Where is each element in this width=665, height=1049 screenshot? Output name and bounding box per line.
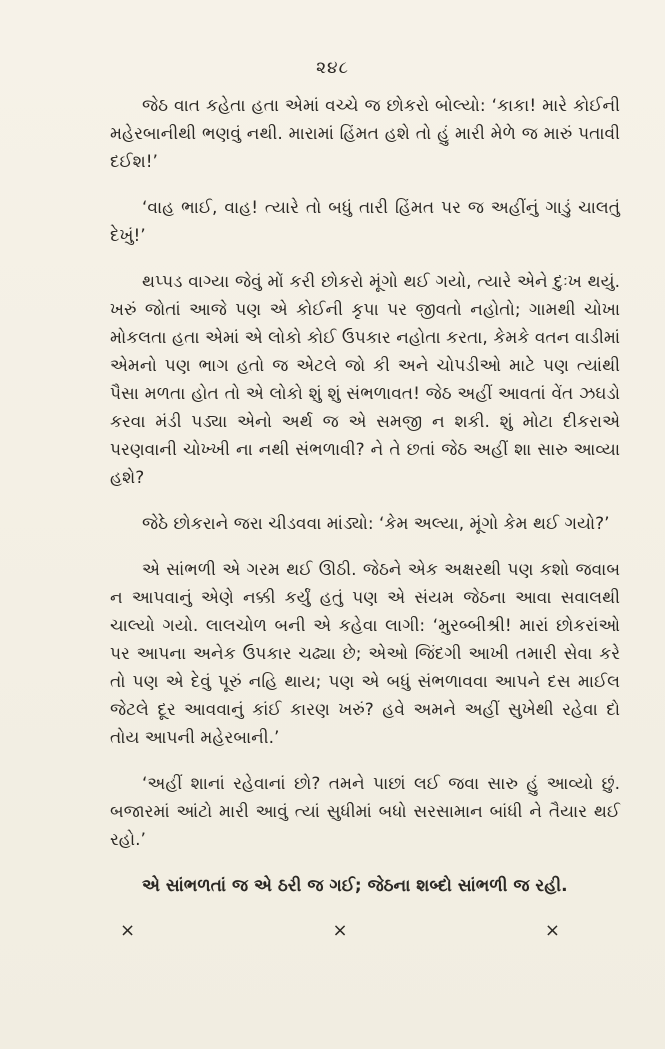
body-text <box>110 92 620 918</box>
separator-mark: × <box>544 920 560 941</box>
paragraph: જેઠ વાત કહેતા હતા એમાં વચ્ચે જ છોકરો બોલ્યો: ‘કાકા! મારે કોઈની મહેરબાનીથી ભણવું નથી. મારામાં હિંમત હશે તો હું મારી મેળે જ મારું પતાવી દઈશ!’ <box>110 96 620 172</box>
paragraph: એ સાંભળતાં જ એ ઠરી જ ગઈ; જેઠના શબ્દો સાંભળી જ રહી. <box>142 876 568 896</box>
section-separator <box>120 920 560 941</box>
paragraph: થપ્પડ વાગ્યા જેવું મોં કરી છોકરો મૂંગો થઈ ગયો, ત્યારે એને દુઃખ થયું. ખરું જોતાં આજે પણ એ કોઈની કૃપા પર જીવતો નહોતો; ગામથી ચોખા મોકલતા હતા એમાં એ લોકો કોઈ ઉપકાર નહોતા કરતા, કેમકે વતન વાડીમાં એમનો પણ ભાગ હતો જ એટલે જો કી અને ચોપડીઓ માટે પણ ત્યાંથી પૈસા મળતા હોત તો એ લોકો શું શું સંભળાવત! જેઠ અહીં આવતાં વેંત ઝઘડો કરવા મંડી પડ્યા એનો અર્થ જ એ સમજી ન શકી. શું મોટા દીકરાએ પરણવાની ચોખ્ખી ના નથી સંભળાવી? ને તે છતાં જેઠ અહીં શા સારુ આવ્યા હશે? <box>110 272 620 488</box>
separator-mark: × <box>332 920 348 941</box>
paragraph: ‘વાહ ભાઈ, વાહ! ત્યારે તો બધું તારી હિંમત પર જ અહીંનું ગાડું ચાલતું દેખું!’ <box>110 198 620 246</box>
page-number: ૨૪૮ <box>316 58 349 78</box>
separator-mark: × <box>120 920 136 941</box>
paragraph: જેઠે છોકરાને જરા ચીડવવા માંડ્યો: ‘કેમ અલ્યા, મૂંગો કેમ થઈ ગયો?’ <box>142 514 610 534</box>
paragraph: ‘અહીં શાનાં રહેવાનાં છો? તમને પાછાં લઈ જવા સારુ હું આવ્યો છું. બજારમાં આંટો મારી આવું ત્યાં સુધીમાં બધો સરસામાન બાંધી ને તૈયાર થઈ રહો.’ <box>110 774 620 850</box>
paragraph: એ સાંભળી એ ગરમ થઈ ઊઠી. જેઠને એક અક્ષરથી પણ કશો જવાબ ન આપવાનું એણે નક્કી કર્યું હતું પણ એ સંયમ જેઠના આવા સવાલથી ચાલ્યો ગયો. લાલચોળ બની એ કહેવા લાગી: ‘મુરબ્બીશ્રી! મારાં છોકરાંઓ પર આપના અનેક ઉપકાર ચઢ્યા છે; એઓ જિંદગી આખી તમારી સેવા કરે તો પણ એ દેવું પૂરું નહિ થાય; પણ એ બધું સંભળાવવા આપને દસ માઈલ જેટલે દૂર આવવાનું કાંઈ કારણ ખરું? હવે અમને અહીં સુખેથી રહેવા દો તોય આપની મહેરબાની.’ <box>110 560 620 748</box>
